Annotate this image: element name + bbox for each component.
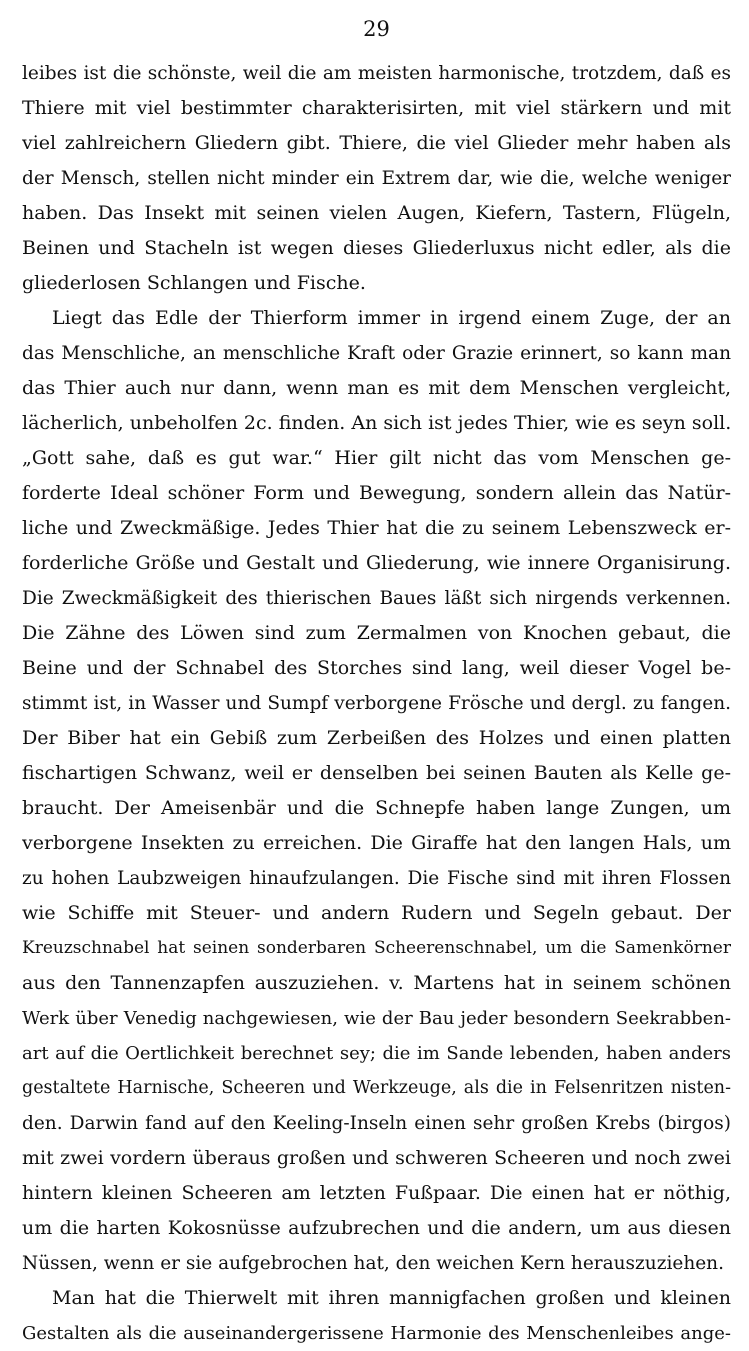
- text-line: art auf die Oertlichkeit berechnet sey; die im Sande lebenden, haben anders: [22, 1043, 731, 1064]
- text-line: verborgene Insekten zu erreichen. Die Giraffe hat den langen Hals, um: [22, 832, 731, 854]
- text-line: Werk über Venedig nachgewiesen, wie der Bau jeder besondern Seekrabben-: [22, 1008, 731, 1029]
- text-line: gestaltete Harnische, Scheeren und Werkzeuge, als die in Felsenritzen nisten-: [22, 1078, 731, 1098]
- text-line: aus den Tannenzapfen auszuziehen. v. Martens hat in seinem schönen: [22, 972, 731, 994]
- text-line: „Gott sahe, daß es gut war.“ Hier gilt nicht das vom Menschen ge-: [22, 447, 731, 469]
- text-line: Man hat die Thierwelt mit ihren mannigfachen großen und kleinen: [52, 1287, 731, 1309]
- text-line: forderliche Größe und Gestalt und Gliederung, wie innere Organisirung.: [22, 552, 731, 574]
- text-line: um die harten Kokosnüsse aufzubrechen und die andern, um aus diesen: [22, 1217, 731, 1239]
- text-line: zu hohen Laubzweigen hinaufzulangen. Die Fische sind mit ihren Flossen: [22, 868, 731, 889]
- text-line: der Mensch, stellen nicht minder ein Extrem dar, wie die, welche weniger: [22, 168, 731, 189]
- text-line: das Menschliche, an menschliche Kraft oder Grazie erinnert, so kann man: [22, 343, 731, 364]
- text-line: forderte Ideal schöner Form und Bewegung, sondern allein das Natür-: [22, 482, 731, 504]
- text-line: Die Zähne des Löwen sind zum Zermalmen von Knochen gebaut, die: [22, 622, 731, 644]
- text-line: haben. Das Insekt mit seinen vielen Augen, Kiefern, Tastern, Flügeln,: [22, 202, 731, 224]
- text-line: Kreuzschnabel hat seinen sonderbaren Scheerenschnabel, um die Samenkörner: [22, 938, 731, 958]
- text-line: gliederlosen Schlangen und Fische.: [22, 272, 366, 294]
- text-line: braucht. Der Ameisenbär und die Schnepfe haben lange Zungen, um: [22, 797, 731, 819]
- text-line: wie Schiffe mit Steuer- und andern Rudern und Segeln gebaut. Der: [22, 902, 731, 924]
- body-text: [22, 56, 731, 1351]
- text-line: Thiere mit viel bestimmter charakterisirten, mit viel stärkern und mit: [22, 97, 731, 119]
- text-line: liche und Zweckmäßige. Jedes Thier hat die zu seinem Lebenszweck er-: [22, 517, 731, 539]
- text-line: hintern kleinen Scheeren am letzten Fußpaar. Die einen hat er nöthig,: [22, 1182, 731, 1204]
- text-line: mit zwei vordern überaus großen und schweren Scheeren und noch zwei: [22, 1147, 731, 1169]
- text-line: Liegt das Edle der Thierform immer in irgend einem Zuge, der an: [52, 307, 731, 329]
- text-line: das Thier auch nur dann, wenn man es mit dem Menschen vergleicht,: [22, 377, 731, 399]
- text-line: fischartigen Schwanz, weil er denselben bei seinen Bauten als Kelle ge-: [22, 762, 731, 784]
- text-line: den. Darwin fand auf den Keeling-Inseln einen sehr großen Krebs (birgos): [22, 1113, 731, 1134]
- text-line: viel zahlreichern Gliedern gibt. Thiere, die viel Glieder mehr haben als: [22, 132, 731, 154]
- text-line: Gestalten als die auseinandergerissene Harmonie des Menschenleibes ange-: [22, 1323, 731, 1344]
- text-line: Beine und der Schnabel des Storches sind lang, weil dieser Vogel be-: [22, 657, 731, 679]
- text-line: Nüssen, wenn er sie aufgebrochen hat, den weichen Kern herauszuziehen.: [22, 1253, 724, 1274]
- text-line: lächerlich, unbeholfen 2c. finden. An sich ist jedes Thier, wie es seyn soll.: [22, 412, 731, 434]
- text-line: stimmt ist, in Wasser und Sumpf verborgene Frösche und dergl. zu fangen.: [22, 693, 731, 714]
- text-line: Die Zweckmäßigkeit des thierischen Baues läßt sich nirgends verkennen.: [22, 588, 731, 609]
- page-number: 29: [363, 17, 390, 41]
- text-line: Beinen und Stacheln ist wegen dieses Gliederluxus nicht edler, als die: [22, 237, 731, 259]
- text-line: leibes ist die schönste, weil die am meisten harmonische, trotzdem, daß es: [22, 63, 731, 84]
- text-line: Der Biber hat ein Gebiß zum Zerbeißen des Holzes und einen platten: [22, 727, 731, 749]
